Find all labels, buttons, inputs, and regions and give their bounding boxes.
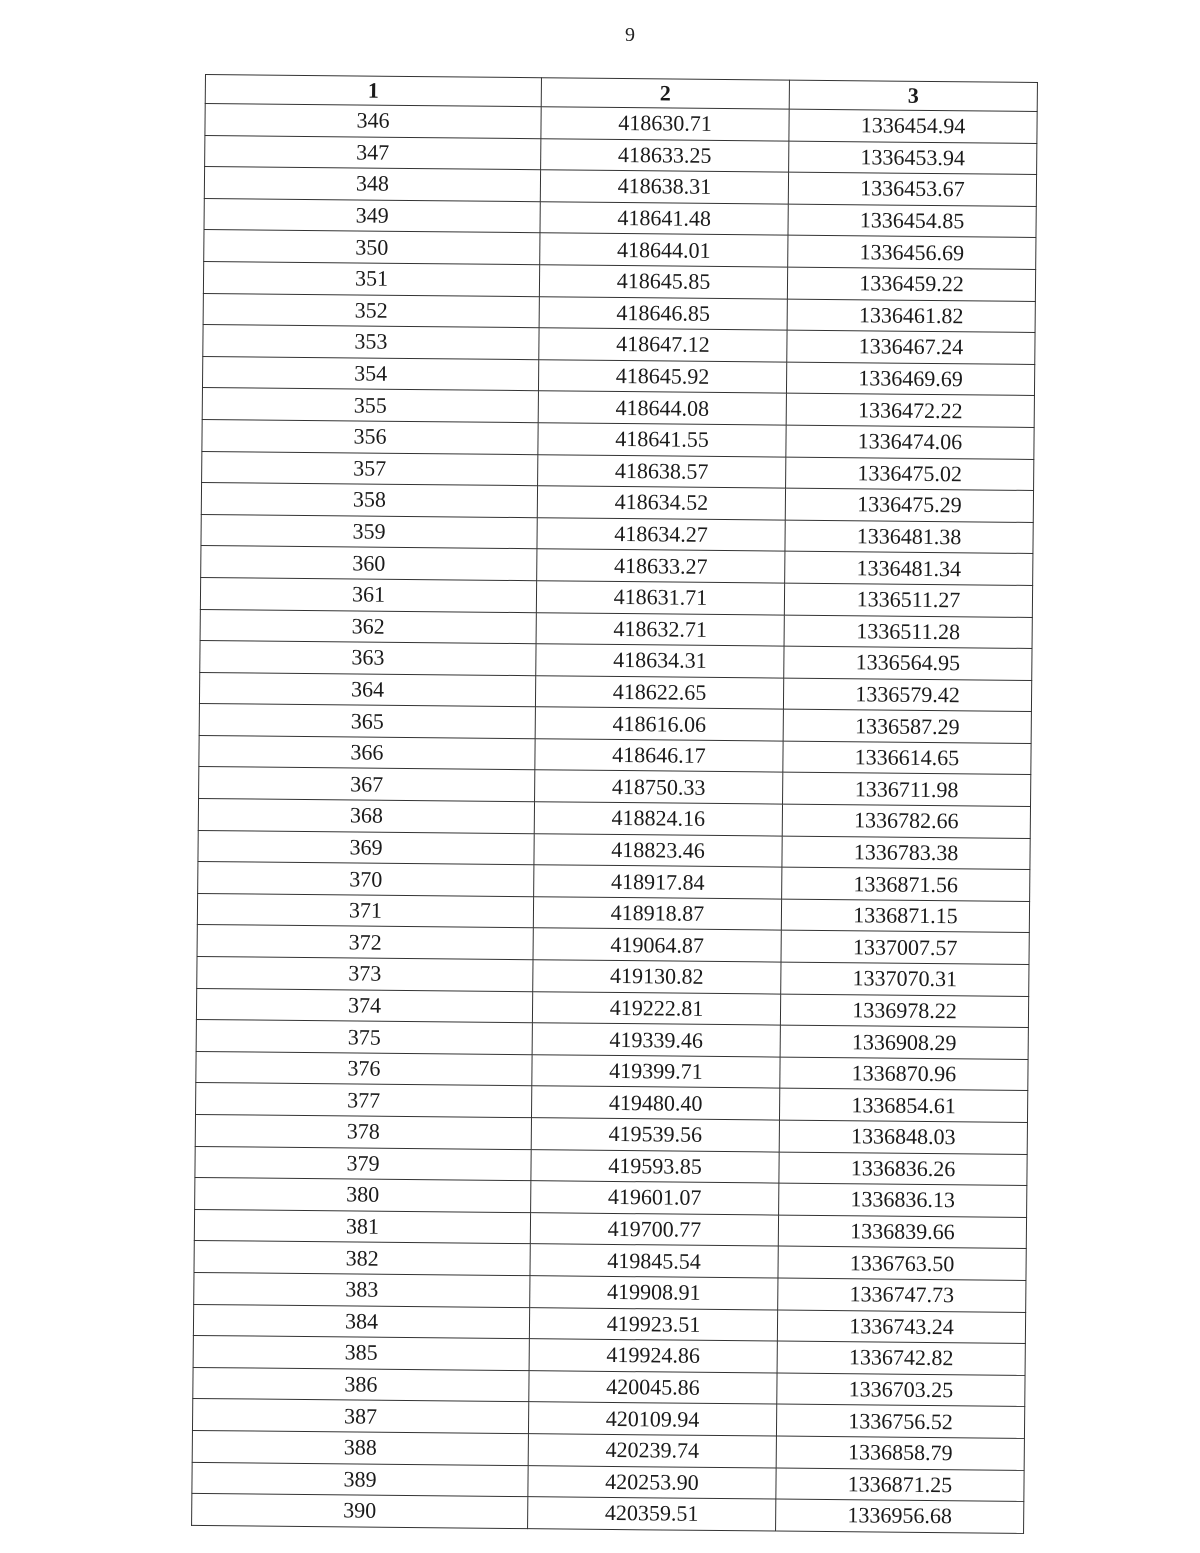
y-coordinate-cell: 1336469.69 <box>786 362 1034 396</box>
x-coordinate-cell: 419222.81 <box>532 991 780 1025</box>
point-number-cell: 353 <box>203 325 539 360</box>
point-number-cell: 385 <box>193 1336 529 1371</box>
point-number-cell: 382 <box>194 1241 530 1276</box>
x-coordinate-cell: 418646.17 <box>535 739 783 773</box>
point-number-cell: 367 <box>199 767 535 802</box>
coordinates-table-wrapper <box>191 74 1038 1534</box>
x-coordinate-cell: 418646.85 <box>539 296 787 330</box>
point-number-cell: 360 <box>201 546 537 581</box>
y-coordinate-cell: 1336475.02 <box>786 457 1034 491</box>
y-coordinate-cell: 1336763.50 <box>778 1246 1026 1280</box>
point-number-cell: 368 <box>198 799 534 834</box>
y-coordinate-cell: 1336511.28 <box>784 615 1032 649</box>
x-coordinate-cell: 418631.71 <box>536 581 784 615</box>
y-coordinate-cell: 1336511.27 <box>784 583 1032 617</box>
y-coordinate-cell: 1336453.67 <box>788 172 1036 206</box>
y-coordinate-cell: 1336711.98 <box>783 773 1031 807</box>
x-coordinate-cell: 418616.06 <box>535 707 783 741</box>
point-number-cell: 376 <box>196 1051 532 1086</box>
y-coordinate-cell: 1337070.31 <box>781 962 1029 996</box>
y-coordinate-cell: 1336836.13 <box>779 1183 1027 1217</box>
column-header: 1 <box>205 75 541 107</box>
x-coordinate-cell: 420045.86 <box>529 1370 777 1404</box>
point-number-cell: 359 <box>201 514 537 549</box>
point-number-cell: 352 <box>203 293 539 328</box>
y-coordinate-cell: 1336453.94 <box>789 141 1037 175</box>
table-body <box>192 104 1038 1534</box>
point-number-cell: 373 <box>197 956 533 991</box>
point-number-cell: 357 <box>202 451 538 486</box>
y-coordinate-cell: 1336782.66 <box>782 804 1030 838</box>
point-number-cell: 350 <box>204 230 540 265</box>
column-header: 2 <box>541 78 789 109</box>
y-coordinate-cell: 1336747.73 <box>778 1278 1026 1312</box>
y-coordinate-cell: 1336703.25 <box>777 1373 1025 1407</box>
point-number-cell: 378 <box>195 1114 531 1149</box>
point-number-cell: 372 <box>197 925 533 960</box>
y-coordinate-cell: 1336956.68 <box>776 1499 1024 1533</box>
y-coordinate-cell: 1336461.82 <box>787 299 1035 333</box>
y-coordinate-cell: 1336858.79 <box>776 1436 1024 1470</box>
x-coordinate-cell: 419339.46 <box>532 1023 780 1057</box>
x-coordinate-cell: 418647.12 <box>539 328 787 362</box>
point-number-cell: 361 <box>200 577 536 612</box>
x-coordinate-cell: 418641.48 <box>540 202 788 236</box>
x-coordinate-cell: 418823.46 <box>534 833 782 867</box>
x-coordinate-cell: 418824.16 <box>534 802 782 836</box>
y-coordinate-cell: 1336587.29 <box>783 709 1031 743</box>
point-number-cell: 371 <box>197 893 533 928</box>
point-number-cell: 349 <box>204 198 540 233</box>
column-header: 3 <box>789 80 1037 111</box>
point-number-cell: 374 <box>196 988 532 1023</box>
y-coordinate-cell: 1336756.52 <box>776 1404 1024 1438</box>
x-coordinate-cell: 419539.56 <box>531 1118 779 1152</box>
y-coordinate-cell: 1336481.34 <box>785 551 1033 585</box>
x-coordinate-cell: 418622.65 <box>535 675 783 709</box>
x-coordinate-cell: 419064.87 <box>533 928 781 962</box>
x-coordinate-cell: 418634.27 <box>537 517 785 551</box>
y-coordinate-cell: 1336871.25 <box>776 1468 1024 1502</box>
x-coordinate-cell: 419908.91 <box>530 1276 778 1310</box>
y-coordinate-cell: 1336456.69 <box>788 235 1036 269</box>
x-coordinate-cell: 419845.54 <box>530 1244 778 1278</box>
y-coordinate-cell: 1336454.94 <box>789 109 1037 143</box>
point-number-cell: 356 <box>202 419 538 454</box>
x-coordinate-cell: 420253.90 <box>528 1465 776 1499</box>
table-row <box>192 1494 1024 1534</box>
y-coordinate-cell: 1337007.57 <box>781 931 1029 965</box>
x-coordinate-cell: 418632.71 <box>536 612 784 646</box>
x-coordinate-cell: 418630.71 <box>541 107 789 141</box>
y-coordinate-cell: 1336783.38 <box>782 836 1030 870</box>
x-coordinate-cell: 418633.27 <box>537 549 785 583</box>
point-number-cell: 377 <box>196 1083 532 1118</box>
x-coordinate-cell: 418917.84 <box>534 865 782 899</box>
x-coordinate-cell: 418638.57 <box>538 454 786 488</box>
x-coordinate-cell: 419593.85 <box>531 1149 779 1183</box>
y-coordinate-cell: 1336743.24 <box>777 1310 1025 1344</box>
point-number-cell: 386 <box>193 1367 529 1402</box>
point-number-cell: 365 <box>199 704 535 739</box>
y-coordinate-cell: 1336579.42 <box>783 678 1031 712</box>
y-coordinate-cell: 1336742.82 <box>777 1341 1025 1375</box>
point-number-cell: 346 <box>205 104 541 139</box>
x-coordinate-cell: 418633.25 <box>541 138 789 172</box>
point-number-cell: 383 <box>194 1272 530 1307</box>
x-coordinate-cell: 418634.52 <box>537 486 785 520</box>
point-number-cell: 389 <box>192 1462 528 1497</box>
point-number-cell: 351 <box>203 261 539 296</box>
y-coordinate-cell: 1336870.96 <box>780 1057 1028 1091</box>
point-number-cell: 379 <box>195 1146 531 1181</box>
page-number: 9 <box>625 24 635 46</box>
x-coordinate-cell: 418634.31 <box>536 644 784 678</box>
x-coordinate-cell: 419700.77 <box>530 1212 778 1246</box>
point-number-cell: 381 <box>194 1209 530 1244</box>
x-coordinate-cell: 419480.40 <box>531 1086 779 1120</box>
y-coordinate-cell: 1336467.24 <box>787 330 1035 364</box>
y-coordinate-cell: 1336474.06 <box>786 425 1034 459</box>
point-number-cell: 354 <box>202 356 538 391</box>
x-coordinate-cell: 418644.08 <box>538 391 786 425</box>
point-number-cell: 387 <box>192 1399 528 1434</box>
y-coordinate-cell: 1336978.22 <box>780 994 1028 1028</box>
point-number-cell: 369 <box>198 830 534 865</box>
point-number-cell: 362 <box>200 609 536 644</box>
x-coordinate-cell: 418641.55 <box>538 423 786 457</box>
point-number-cell: 363 <box>200 641 536 676</box>
x-coordinate-cell: 418638.31 <box>540 170 788 204</box>
y-coordinate-cell: 1336836.26 <box>779 1152 1027 1186</box>
x-coordinate-cell: 418644.01 <box>540 233 788 267</box>
point-number-cell: 347 <box>205 135 541 170</box>
y-coordinate-cell: 1336481.38 <box>785 520 1033 554</box>
y-coordinate-cell: 1336614.65 <box>783 741 1031 775</box>
point-number-cell: 348 <box>204 167 540 202</box>
x-coordinate-cell: 419924.86 <box>529 1339 777 1373</box>
y-coordinate-cell: 1336908.29 <box>780 1025 1028 1059</box>
y-coordinate-cell: 1336871.15 <box>781 899 1029 933</box>
y-coordinate-cell: 1336871.56 <box>782 867 1030 901</box>
y-coordinate-cell: 1336459.22 <box>787 267 1035 301</box>
point-number-cell: 384 <box>193 1304 529 1339</box>
y-coordinate-cell: 1336472.22 <box>786 393 1034 427</box>
x-coordinate-cell: 420359.51 <box>528 1497 776 1531</box>
point-number-cell: 358 <box>201 483 537 518</box>
x-coordinate-cell: 419923.51 <box>529 1307 777 1341</box>
x-coordinate-cell: 419601.07 <box>531 1181 779 1215</box>
y-coordinate-cell: 1336848.03 <box>779 1120 1027 1154</box>
x-coordinate-cell: 420239.74 <box>528 1434 776 1468</box>
y-coordinate-cell: 1336854.61 <box>779 1088 1027 1122</box>
point-number-cell: 370 <box>198 862 534 897</box>
point-number-cell: 366 <box>199 735 535 770</box>
point-number-cell: 388 <box>192 1430 528 1465</box>
point-number-cell: 355 <box>202 388 538 423</box>
point-number-cell: 375 <box>196 1020 532 1055</box>
point-number-cell: 364 <box>199 672 535 707</box>
coordinates-table <box>191 74 1038 1534</box>
point-number-cell: 390 <box>192 1494 528 1529</box>
x-coordinate-cell: 418645.92 <box>538 359 786 393</box>
y-coordinate-cell: 1336564.95 <box>784 646 1032 680</box>
x-coordinate-cell: 419399.71 <box>532 1054 780 1088</box>
x-coordinate-cell: 419130.82 <box>533 960 781 994</box>
x-coordinate-cell: 418645.85 <box>539 265 787 299</box>
point-number-cell: 380 <box>195 1178 531 1213</box>
y-coordinate-cell: 1336839.66 <box>778 1215 1026 1249</box>
x-coordinate-cell: 420109.94 <box>528 1402 776 1436</box>
y-coordinate-cell: 1336454.85 <box>788 204 1036 238</box>
x-coordinate-cell: 418750.33 <box>535 770 783 804</box>
y-coordinate-cell: 1336475.29 <box>785 488 1033 522</box>
x-coordinate-cell: 418918.87 <box>533 897 781 931</box>
